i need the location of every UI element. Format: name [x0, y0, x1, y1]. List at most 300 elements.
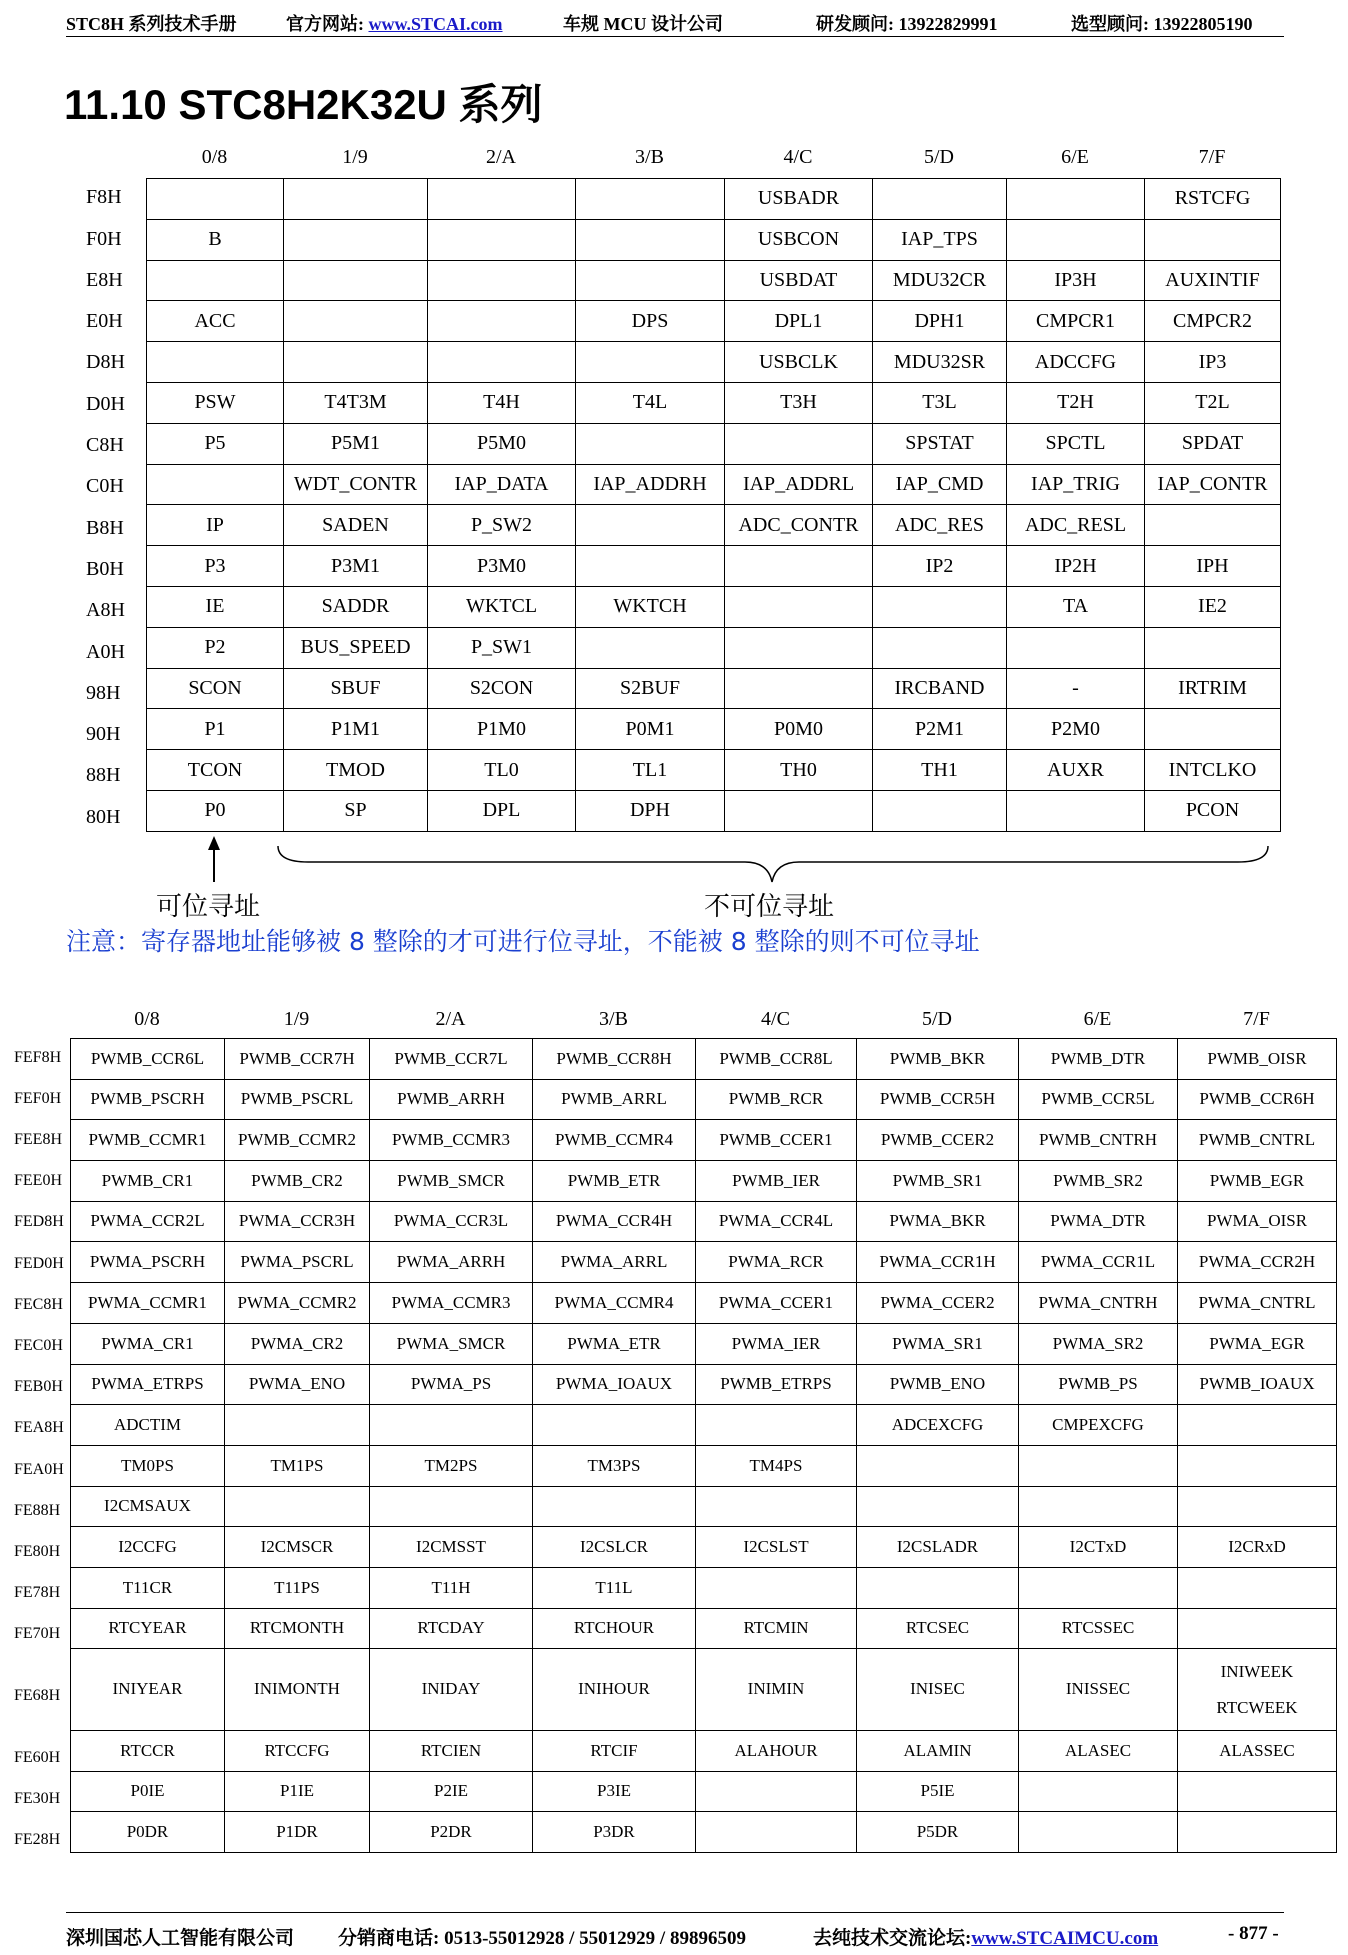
register-cell: PSW: [147, 382, 284, 423]
register-cell: P1: [147, 709, 284, 750]
register-cell: ADCCFG: [1007, 342, 1145, 383]
register-cell: RTCMIN: [696, 1608, 857, 1649]
section-title: 11.10 STC8H2K32U 系列: [64, 81, 543, 128]
register-cell: PWMB_PSCRH: [71, 1079, 225, 1120]
row-address-label: FEF0H: [14, 1089, 62, 1107]
register-cell: [1007, 219, 1145, 260]
column-header: 5/D: [924, 146, 954, 168]
register-cell: PWMA_CCR4L: [696, 1201, 857, 1242]
register-cell: DPH1: [873, 301, 1007, 342]
register-cell: TA: [1007, 586, 1145, 627]
register-cell: [428, 342, 576, 383]
register-cell: ALASSEC: [1178, 1730, 1337, 1771]
register-cell: PWMA_CCR4H: [533, 1201, 696, 1242]
register-cell: T3H: [725, 382, 873, 423]
register-cell: SBUF: [284, 668, 428, 709]
register-cell: S2BUF: [576, 668, 725, 709]
register-cell: [725, 586, 873, 627]
register-cell: [696, 1771, 857, 1812]
register-cell: USBADR: [725, 179, 873, 220]
table-row: [147, 586, 1281, 627]
register-cell: I2CSLADR: [857, 1527, 1019, 1568]
row-address-label: B0H: [86, 557, 124, 580]
register-cell: PWMB_EGR: [1178, 1161, 1337, 1202]
register-cell: USBCLK: [725, 342, 873, 383]
register-cell: I2CSLCR: [533, 1527, 696, 1568]
register-cell: PWMA_PSCRH: [71, 1242, 225, 1283]
bit-addressable-label: 可位寻址: [156, 892, 261, 922]
register-cell: RSTCFG: [1145, 179, 1281, 220]
distributor-phone: 分销商电话: 0513-55012928 / 55012929 / 89896509: [338, 1928, 746, 1949]
register-cell: T3L: [873, 382, 1007, 423]
register-cell: IPH: [1145, 546, 1281, 587]
register-cell: PWMB_CCER2: [857, 1120, 1019, 1161]
table-row: [147, 546, 1281, 587]
register-cell: DPS: [576, 301, 725, 342]
register-cell: [696, 1486, 857, 1527]
register-cell: B: [147, 219, 284, 260]
register-cell: PWMB_BKR: [857, 1039, 1019, 1080]
column-header: 3/B: [635, 146, 664, 168]
table-row: [147, 709, 1281, 750]
register-cell: PWMB_CCMR4: [533, 1120, 696, 1161]
row-address-label: FE88H: [14, 1501, 61, 1519]
table-row: [147, 627, 1281, 668]
register-cell: [1178, 1567, 1337, 1608]
register-cell: P2: [147, 627, 284, 668]
register-cell: T11H: [370, 1567, 533, 1608]
table-row: [71, 1649, 1337, 1731]
register-cell: T4L: [576, 382, 725, 423]
register-cell: TCON: [147, 750, 284, 791]
row-address-label: FEE8H: [14, 1131, 62, 1149]
register-cell: WKTCL: [428, 586, 576, 627]
register-cell: [725, 668, 873, 709]
register-cell: AUXR: [1007, 750, 1145, 791]
table-row: [71, 1242, 1337, 1283]
register-cell: SPDAT: [1145, 423, 1281, 464]
register-cell: PWMA_CCR3L: [370, 1201, 533, 1242]
register-cell: SADDR: [284, 586, 428, 627]
table-row: [71, 1039, 1337, 1080]
register-cell: [1178, 1771, 1337, 1812]
register-cell: TH1: [873, 750, 1007, 791]
register-cell: PWMA_CCMR2: [225, 1283, 370, 1324]
register-cell: PWMA_CCR1L: [1019, 1242, 1178, 1283]
register-cell: P_SW1: [428, 627, 576, 668]
table-row: [71, 1730, 1337, 1771]
register-cell: IE: [147, 586, 284, 627]
table-row: [147, 790, 1281, 831]
register-cell: PWMA_ETRPS: [71, 1364, 225, 1405]
register-cell: [1178, 1812, 1337, 1853]
table-row: [71, 1079, 1337, 1120]
register-cell: INISSEC: [1019, 1649, 1178, 1731]
register-cell: ADC_RES: [873, 505, 1007, 546]
row-address-label: FE28H: [14, 1831, 61, 1849]
register-cell: P5DR: [857, 1812, 1019, 1853]
register-cell: AUXINTIF: [1145, 260, 1281, 301]
register-cell: [284, 342, 428, 383]
row-address-label: F0H: [86, 227, 122, 250]
column-header: 3/B: [599, 1008, 628, 1030]
register-cell: PWMA_RCR: [696, 1242, 857, 1283]
register-cell: P5IE: [857, 1771, 1019, 1812]
row-address-label: FE68H: [14, 1687, 61, 1705]
register-cell: T4H: [428, 382, 576, 423]
table-row: [71, 1527, 1337, 1568]
register-cell: [873, 627, 1007, 668]
register-cell: PWMA_CCR3H: [225, 1201, 370, 1242]
forum-label: 去纯技术交流论坛:: [813, 1928, 972, 1949]
row-address-label: C0H: [86, 475, 124, 498]
register-cell: PWMA_SR2: [1019, 1323, 1178, 1364]
register-cell: IAP_CMD: [873, 464, 1007, 505]
column-header: 2/A: [486, 146, 516, 168]
register-cell: P2IE: [370, 1771, 533, 1812]
register-cell: PWMB_SR1: [857, 1161, 1019, 1202]
xsfr-table: [70, 1038, 1337, 1853]
register-cell: TL1: [576, 750, 725, 791]
register-cell: TM3PS: [533, 1445, 696, 1486]
register-cell: [576, 423, 725, 464]
register-cell: P1IE: [225, 1771, 370, 1812]
register-cell: [1019, 1486, 1178, 1527]
register-cell: PWMB_ENO: [857, 1364, 1019, 1405]
register-cell: [857, 1567, 1019, 1608]
register-cell: PWMB_CCR8H: [533, 1039, 696, 1080]
register-cell: ADC_CONTR: [725, 505, 873, 546]
register-cell: RTCHOUR: [533, 1608, 696, 1649]
register-cell: IAP_DATA: [428, 464, 576, 505]
table-row: [71, 1486, 1337, 1527]
register-cell: ALAHOUR: [696, 1730, 857, 1771]
register-cell: PWMB_CNTRH: [1019, 1120, 1178, 1161]
official-site: [286, 10, 503, 36]
forum-link[interactable]: www.STCAIMCU.com: [971, 1928, 1159, 1949]
table-row: [147, 750, 1281, 791]
register-cell: PWMB_CR2: [225, 1161, 370, 1202]
register-cell: [533, 1405, 696, 1446]
register-cell: CMPCR2: [1145, 301, 1281, 342]
row-address-label: FEF8H: [14, 1048, 62, 1066]
register-cell: P2M1: [873, 709, 1007, 750]
register-cell: IRCBAND: [873, 668, 1007, 709]
register-cell: [147, 179, 284, 220]
register-cell: [1178, 1445, 1337, 1486]
register-cell: [576, 627, 725, 668]
register-cell: [725, 423, 873, 464]
register-cell: S2CON: [428, 668, 576, 709]
register-cell: PWMA_PSCRL: [225, 1242, 370, 1283]
register-cell: RTCYEAR: [71, 1608, 225, 1649]
page-number: - 877 -: [1228, 1923, 1279, 1944]
register-cell: [576, 342, 725, 383]
register-cell: BUS_SPEED: [284, 627, 428, 668]
register-cell: PWMA_CR1: [71, 1323, 225, 1364]
register-cell: INIMIN: [696, 1649, 857, 1731]
register-cell: ALAMIN: [857, 1730, 1019, 1771]
register-cell: PWMA_OISR: [1178, 1201, 1337, 1242]
register-cell: WDT_CONTR: [284, 464, 428, 505]
register-cell: RTCMONTH: [225, 1608, 370, 1649]
register-cell: RTCSEC: [857, 1608, 1019, 1649]
register-cell: T11L: [533, 1567, 696, 1608]
register-cell: RTCCR: [71, 1730, 225, 1771]
register-cell: T11CR: [71, 1567, 225, 1608]
table-row: [147, 260, 1281, 301]
column-header: 4/C: [761, 1008, 790, 1030]
table-row: [71, 1201, 1337, 1242]
register-cell: ALASEC: [1019, 1730, 1178, 1771]
column-header: 0/8: [201, 146, 228, 168]
register-cell: PWMB_ARRL: [533, 1079, 696, 1120]
register-cell: IP2: [873, 546, 1007, 587]
register-cell: T11PS: [225, 1567, 370, 1608]
register-cell: PWMB_SR2: [1019, 1161, 1178, 1202]
register-cell: I2CMSAUX: [71, 1486, 225, 1527]
register-cell: RTCSSEC: [1019, 1608, 1178, 1649]
register-cell: PWMB_ETR: [533, 1161, 696, 1202]
register-cell: T4T3M: [284, 382, 428, 423]
rd-consultant: 研发顾问: 13922829991: [816, 14, 998, 34]
register-cell: [428, 219, 576, 260]
register-cell: MDU32SR: [873, 342, 1007, 383]
register-cell: [284, 179, 428, 220]
register-cell: [225, 1405, 370, 1446]
table-row: [71, 1323, 1337, 1364]
register-cell: [1019, 1812, 1178, 1853]
register-cell: PWMA_BKR: [857, 1201, 1019, 1242]
register-cell: [428, 301, 576, 342]
footer-company: 深圳国芯人工智能有限公司: [66, 1928, 295, 1949]
column-header: 5/D: [922, 1008, 952, 1030]
register-cell: [1019, 1445, 1178, 1486]
register-cell: MDU32CR: [873, 260, 1007, 301]
register-cell: PWMB_CCMR1: [71, 1120, 225, 1161]
row-address-label: F8H: [86, 186, 122, 209]
register-cell: P0M0: [725, 709, 873, 750]
column-header: 6/E: [1083, 1008, 1112, 1030]
register-cell: I2CCFG: [71, 1527, 225, 1568]
register-cell: [857, 1486, 1019, 1527]
row-address-label: E0H: [86, 310, 123, 333]
register-cell: INIYEAR: [71, 1649, 225, 1731]
register-cell: P5M1: [284, 423, 428, 464]
row-address-label: 90H: [86, 723, 121, 746]
table-row: [147, 219, 1281, 260]
register-cell: PWMB_PSCRL: [225, 1079, 370, 1120]
table-row: [71, 1120, 1337, 1161]
register-cell: PWMB_SMCR: [370, 1161, 533, 1202]
sfr-table: [146, 178, 1281, 832]
table-row: [147, 179, 1281, 220]
register-cell: [696, 1812, 857, 1853]
table-row: [71, 1445, 1337, 1486]
column-header: 1/9: [342, 146, 368, 168]
register-cell: P3M1: [284, 546, 428, 587]
register-cell: PWMB_CCER1: [696, 1120, 857, 1161]
table-row: [71, 1567, 1337, 1608]
register-cell: [147, 342, 284, 383]
register-cell: [725, 546, 873, 587]
register-cell: IP: [147, 505, 284, 546]
row-address-label: FEC8H: [14, 1295, 63, 1313]
register-cell: RTCIF: [533, 1730, 696, 1771]
table-row: [71, 1608, 1337, 1649]
register-cell: TMOD: [284, 750, 428, 791]
register-cell: P1DR: [225, 1812, 370, 1853]
register-cell: PWMB_CCR5H: [857, 1079, 1019, 1120]
register-cell: INIWEEK RTCWEEK: [1178, 1649, 1337, 1731]
register-cell: PWMA_CCMR3: [370, 1283, 533, 1324]
register-cell: [147, 464, 284, 505]
table-row: [71, 1283, 1337, 1324]
register-cell: PWMA_ARRL: [533, 1242, 696, 1283]
register-cell: SP: [284, 790, 428, 831]
register-cell: P0DR: [71, 1812, 225, 1853]
register-cell: [576, 219, 725, 260]
register-cell: PWMB_CCR7L: [370, 1039, 533, 1080]
row-address-label: FEA0H: [14, 1460, 64, 1478]
register-cell: PWMA_CCR2L: [71, 1201, 225, 1242]
register-cell: [873, 586, 1007, 627]
table-row: [71, 1364, 1337, 1405]
register-cell: PWMB_CCMR3: [370, 1120, 533, 1161]
register-cell: PWMB_CCR6L: [71, 1039, 225, 1080]
table-row: [71, 1812, 1337, 1853]
register-cell: [428, 179, 576, 220]
table-row: [71, 1405, 1337, 1446]
register-cell: PWMA_ETR: [533, 1323, 696, 1364]
register-cell: [1007, 790, 1145, 831]
sales-consultant: 选型顾问: 13922805190: [1071, 14, 1253, 34]
register-cell: T2H: [1007, 382, 1145, 423]
column-header: 0/8: [134, 1008, 160, 1030]
register-cell: ADC_RESL: [1007, 505, 1145, 546]
row-address-label: D8H: [86, 351, 125, 374]
register-cell: [1178, 1405, 1337, 1446]
register-cell: DPL1: [725, 301, 873, 342]
register-cell: [725, 627, 873, 668]
row-address-label: D0H: [86, 392, 125, 415]
forum: [813, 1923, 1158, 1950]
register-cell: P1M1: [284, 709, 428, 750]
note-text: 注意：寄存器地址能够被 8 整除的才可进行位寻址，不能被 8 整除的则不可位寻址: [66, 927, 980, 956]
register-cell: [1019, 1771, 1178, 1812]
register-cell: IP3: [1145, 342, 1281, 383]
register-cell: PWMA_ENO: [225, 1364, 370, 1405]
register-cell: [1145, 627, 1281, 668]
register-cell: PWMB_PS: [1019, 1364, 1178, 1405]
manual-name: STC8H 系列技术手册: [66, 14, 237, 34]
register-cell: PWMB_DTR: [1019, 1039, 1178, 1080]
register-cell: PWMB_CR1: [71, 1161, 225, 1202]
register-cell: [147, 260, 284, 301]
register-cell: [1019, 1567, 1178, 1608]
row-address-label: FEC0H: [14, 1337, 63, 1355]
register-cell: -: [1007, 668, 1145, 709]
register-cell: [857, 1445, 1019, 1486]
register-cell: I2CRxD: [1178, 1527, 1337, 1568]
register-cell: SADEN: [284, 505, 428, 546]
register-cell: PWMA_CCMR4: [533, 1283, 696, 1324]
register-cell: CMPCR1: [1007, 301, 1145, 342]
register-cell: IAP_CONTR: [1145, 464, 1281, 505]
table-row: [147, 342, 1281, 383]
row-address-label: FEE0H: [14, 1172, 62, 1190]
row-address-label: E8H: [86, 268, 123, 291]
row-address-label: 88H: [86, 764, 121, 787]
register-cell: PWMA_PS: [370, 1364, 533, 1405]
table-row: [71, 1771, 1337, 1812]
table-row: [147, 505, 1281, 546]
register-cell: P3M0: [428, 546, 576, 587]
register-cell: TH0: [725, 750, 873, 791]
column-header: 7/F: [1198, 146, 1226, 168]
register-cell: PWMB_CCR5L: [1019, 1079, 1178, 1120]
register-cell: INIHOUR: [533, 1649, 696, 1731]
register-cell: [873, 179, 1007, 220]
site-link[interactable]: www.STCAI.com: [368, 14, 503, 34]
register-cell: PWMA_ARRH: [370, 1242, 533, 1283]
column-header: 1/9: [283, 1008, 310, 1030]
page-footer: [66, 1912, 1284, 1953]
register-cell: [284, 260, 428, 301]
site-label: 官方网站:: [286, 14, 369, 34]
register-cell: SCON: [147, 668, 284, 709]
register-cell: P1M0: [428, 709, 576, 750]
register-cell: [284, 219, 428, 260]
table-row: [147, 464, 1281, 505]
register-cell: [1178, 1608, 1337, 1649]
register-cell: P_SW2: [428, 505, 576, 546]
column-header: 2/A: [435, 1008, 466, 1030]
row-address-label: FE78H: [14, 1584, 61, 1602]
register-cell: CMPEXCFG: [1019, 1405, 1178, 1446]
register-cell: RTCIEN: [370, 1730, 533, 1771]
row-address-label: FEA8H: [14, 1419, 64, 1437]
register-cell: P0IE: [71, 1771, 225, 1812]
table-row: [71, 1161, 1337, 1202]
register-cell: I2CSLST: [696, 1527, 857, 1568]
register-cell: P0: [147, 790, 284, 831]
table-row: [147, 301, 1281, 342]
register-cell: PCON: [1145, 790, 1281, 831]
table-row: [147, 423, 1281, 464]
row-address-label: FED0H: [14, 1254, 64, 1272]
table-row: [147, 382, 1281, 423]
register-cell: [696, 1405, 857, 1446]
register-cell: TL0: [428, 750, 576, 791]
register-cell: PWMA_CNTRH: [1019, 1283, 1178, 1324]
register-cell: PWMA_CR2: [225, 1323, 370, 1364]
register-cell: IAP_TRIG: [1007, 464, 1145, 505]
register-cell: P3: [147, 546, 284, 587]
register-cell: RTCCFG: [225, 1730, 370, 1771]
register-cell: [370, 1486, 533, 1527]
register-cell: [1007, 627, 1145, 668]
register-cell: IAP_ADDRL: [725, 464, 873, 505]
register-cell: PWMA_SR1: [857, 1323, 1019, 1364]
register-cell: P3IE: [533, 1771, 696, 1812]
row-address-label: C8H: [86, 434, 124, 457]
row-address-label: FED8H: [14, 1213, 64, 1231]
register-cell: ADCEXCFG: [857, 1405, 1019, 1446]
register-cell: [284, 301, 428, 342]
register-cell: TM1PS: [225, 1445, 370, 1486]
register-cell: [725, 790, 873, 831]
